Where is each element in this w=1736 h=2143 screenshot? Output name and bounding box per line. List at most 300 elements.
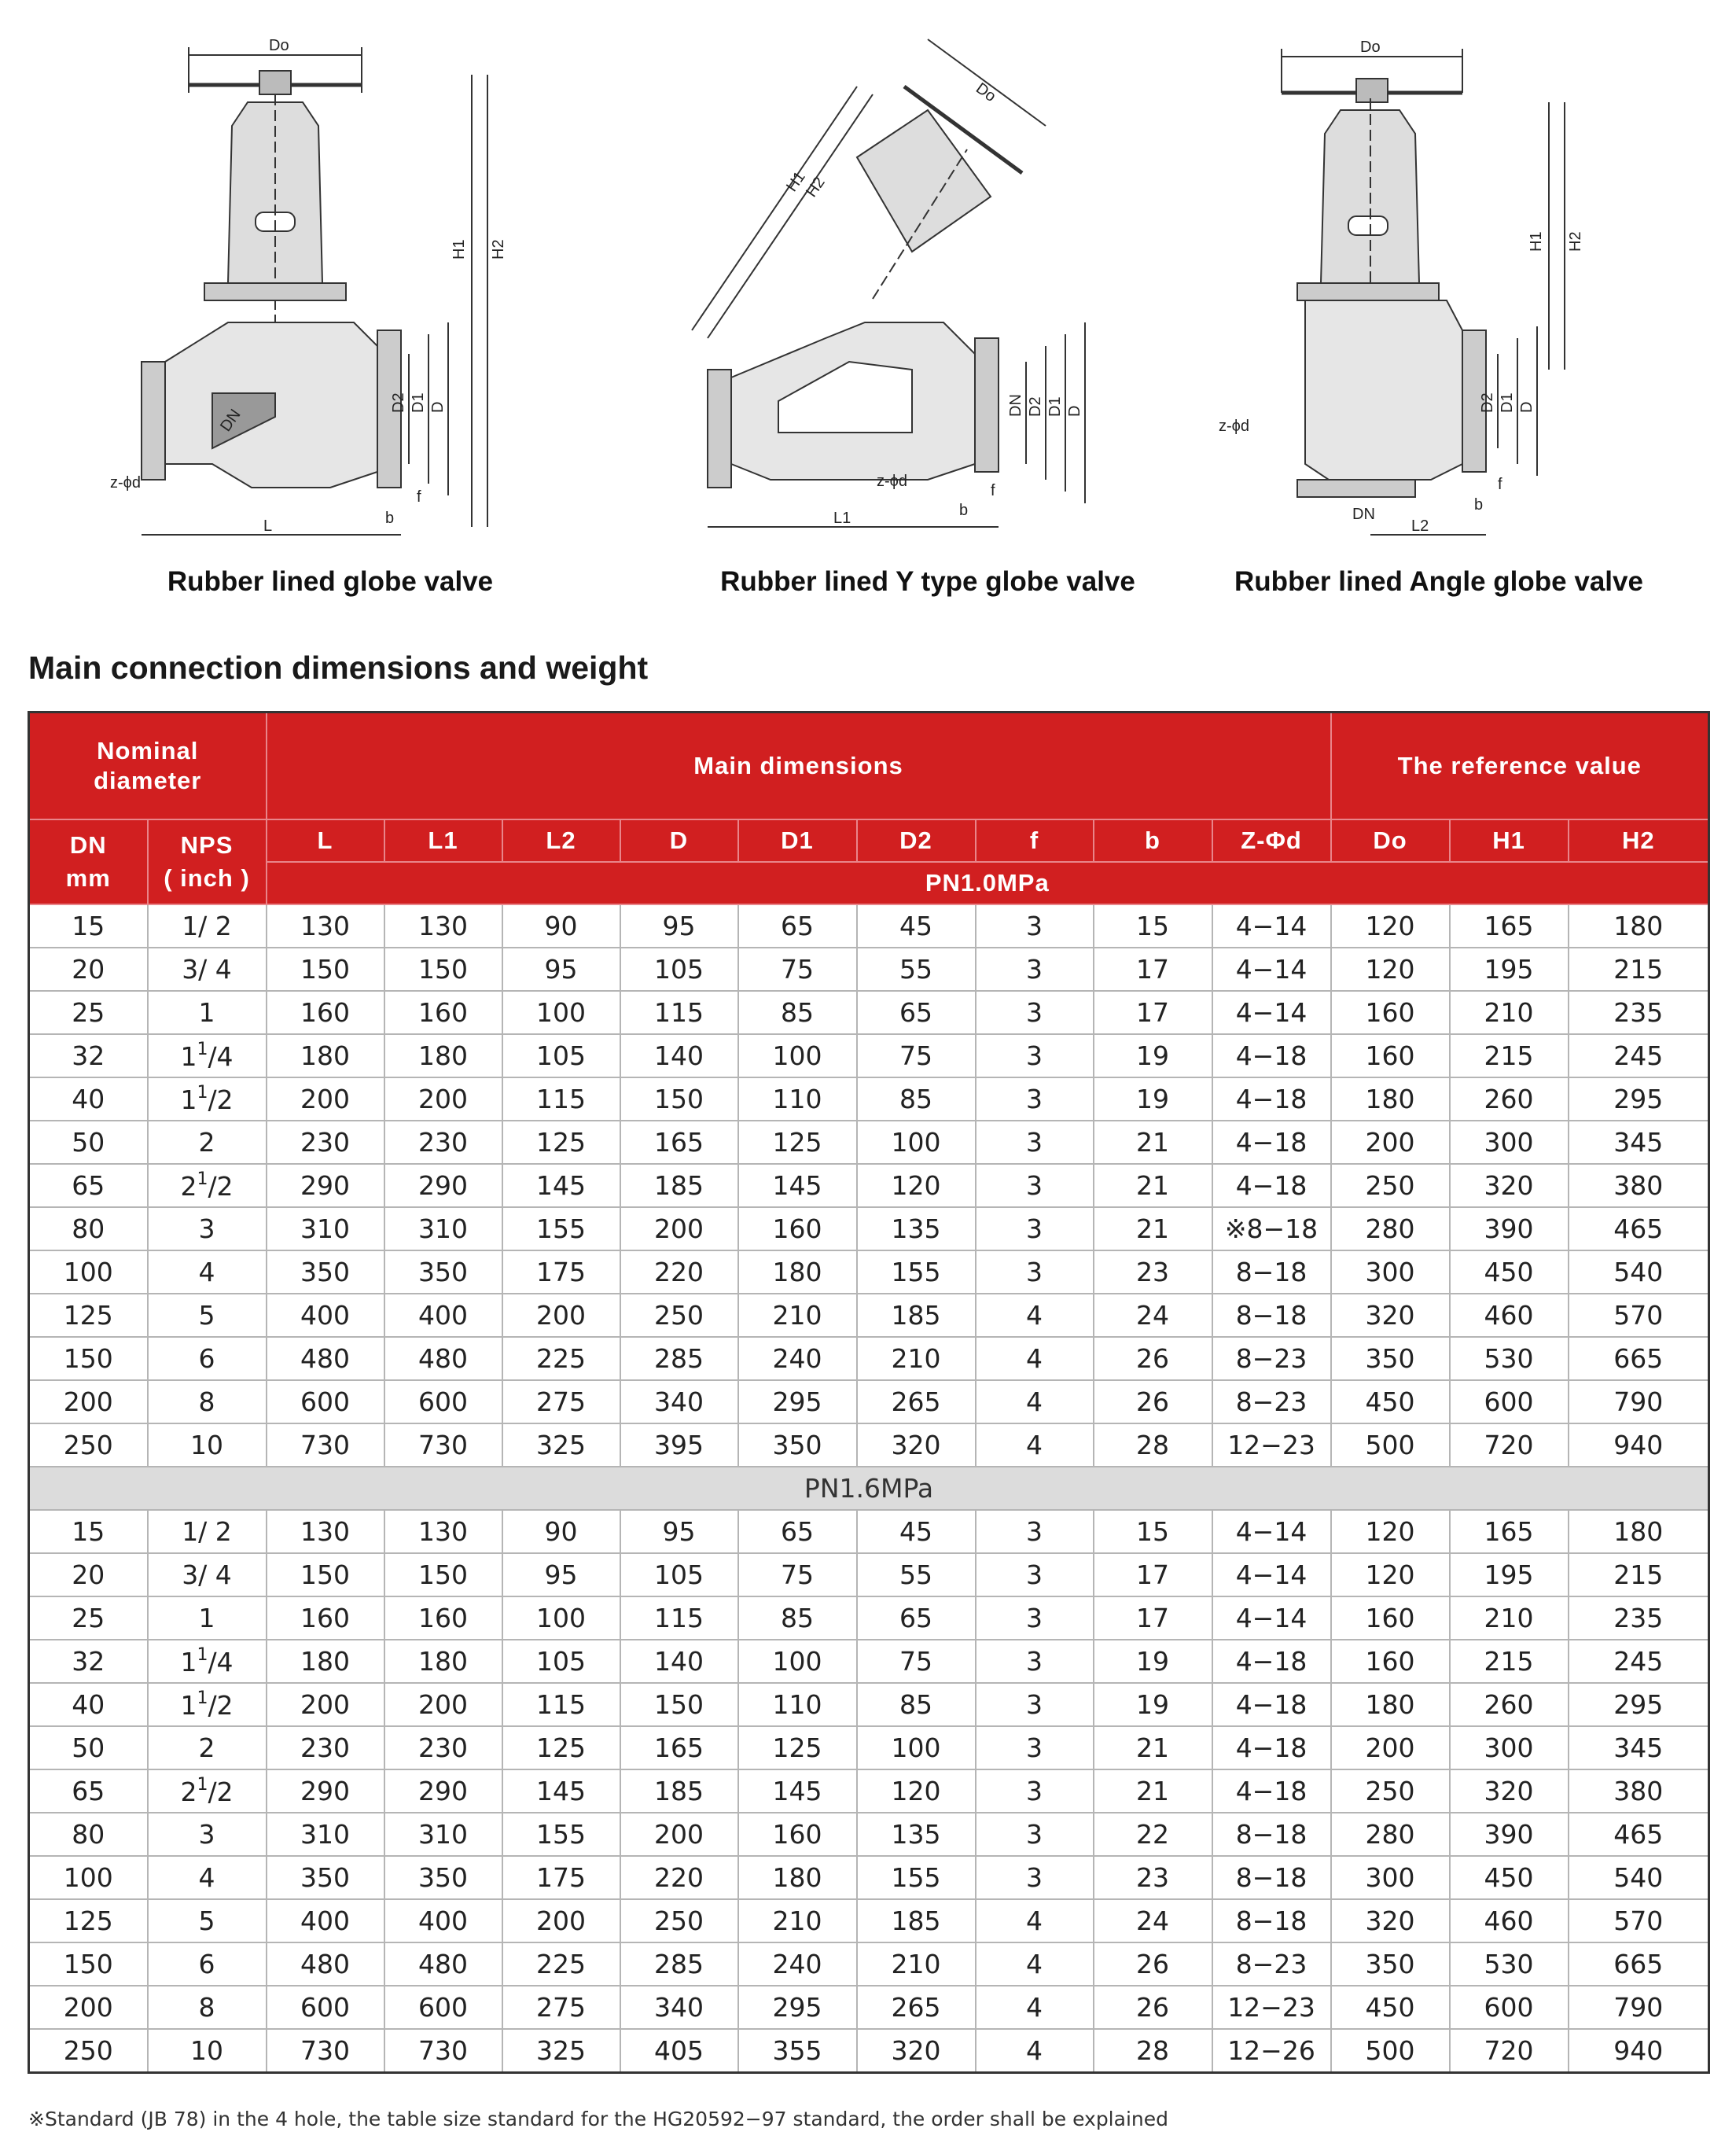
table-cell: 265 — [857, 1986, 976, 2029]
table-cell: 15 — [1094, 1510, 1212, 1553]
table-cell: 24 — [1094, 1899, 1212, 1942]
table-cell: 175 — [502, 1856, 620, 1899]
table-row — [29, 1856, 1709, 1899]
table-cell: 4−18 — [1212, 1726, 1331, 1769]
table-cell: 85 — [857, 1077, 976, 1121]
table-cell: 120 — [857, 1769, 976, 1813]
table-cell: 17 — [1094, 1553, 1212, 1596]
table-cell: 21 — [1094, 1121, 1212, 1164]
d2-label: D2 — [390, 392, 407, 413]
table-cell: 730 — [384, 2029, 502, 2073]
reference-value-header: The reference value — [1331, 712, 1709, 820]
table-cell: 135 — [857, 1207, 976, 1250]
table-cell: 40 — [29, 1077, 148, 1121]
table-cell: 540 — [1569, 1856, 1709, 1899]
table-cell: 280 — [1331, 1813, 1450, 1856]
table-cell: 400 — [267, 1899, 384, 1942]
table-cell: 125 — [29, 1899, 148, 1942]
b-label: b — [959, 502, 969, 519]
table-cell: 160 — [384, 1596, 502, 1640]
b-label: b — [385, 510, 395, 527]
table-cell: 75 — [857, 1034, 976, 1077]
table-cell: 95 — [620, 1510, 738, 1553]
h2-label: H2 — [1567, 231, 1584, 252]
col-d1-header: D1 — [738, 819, 857, 862]
table-cell: 790 — [1569, 1986, 1709, 2029]
table-cell: 50 — [29, 1121, 148, 1164]
table-cell: 225 — [502, 1337, 620, 1380]
col-do-header: Do — [1331, 819, 1450, 862]
table-cell: 665 — [1569, 1337, 1709, 1380]
table-cell: 175 — [502, 1250, 620, 1294]
table-cell: 75 — [738, 1553, 857, 1596]
table-row — [29, 1942, 1709, 1986]
table-cell: 480 — [384, 1942, 502, 1986]
table-cell: 100 — [502, 991, 620, 1034]
table-cell: 180 — [267, 1034, 384, 1077]
table-cell: 350 — [267, 1856, 384, 1899]
length-label: L1 — [833, 510, 851, 527]
table-cell: 4−14 — [1212, 904, 1331, 948]
table-cell: 65 — [29, 1769, 148, 1813]
table-cell: 3 — [976, 1034, 1094, 1077]
table-cell: 100 — [738, 1640, 857, 1683]
table-cell: 290 — [384, 1164, 502, 1207]
table-cell: 115 — [620, 991, 738, 1034]
table-row — [29, 1337, 1709, 1380]
table-cell: 230 — [267, 1726, 384, 1769]
table-cell: 160 — [1331, 991, 1450, 1034]
table-cell: 160 — [267, 1596, 384, 1640]
table-cell: 25 — [29, 1596, 148, 1640]
table-cell: 600 — [1450, 1986, 1569, 2029]
table-cell: 340 — [620, 1986, 738, 2029]
angle-valve-drawing — [1211, 24, 1651, 543]
table-cell: 26 — [1094, 1337, 1212, 1380]
table-cell: 160 — [384, 991, 502, 1034]
table-cell: 145 — [502, 1164, 620, 1207]
table-cell: 120 — [1331, 1510, 1450, 1553]
table-cell: 325 — [502, 2029, 620, 2073]
table-cell: 600 — [267, 1380, 384, 1423]
dimensions-table — [28, 711, 1710, 2074]
table-cell: 4−14 — [1212, 1596, 1331, 1640]
table-cell: 460 — [1450, 1899, 1569, 1942]
table-cell: 240 — [738, 1337, 857, 1380]
table-cell: 200 — [502, 1899, 620, 1942]
table-cell: 3 — [976, 1640, 1094, 1683]
table-cell: 20 — [29, 1553, 148, 1596]
table-cell: 6 — [148, 1337, 267, 1380]
table-cell: 185 — [857, 1294, 976, 1337]
table-cell: 730 — [267, 2029, 384, 2073]
table-cell: 1 — [148, 991, 267, 1034]
table-cell: 185 — [620, 1164, 738, 1207]
table-cell: 230 — [384, 1726, 502, 1769]
table-cell: 26 — [1094, 1380, 1212, 1423]
table-cell: 450 — [1450, 1856, 1569, 1899]
table-cell: 275 — [502, 1986, 620, 2029]
table-cell: 160 — [1331, 1596, 1450, 1640]
table-row — [29, 1034, 1709, 1077]
table-cell: 235 — [1569, 991, 1709, 1034]
globe-valve-caption: Rubber lined globe valve — [167, 566, 494, 597]
table-cell: 3 — [976, 1077, 1094, 1121]
table-cell: 120 — [857, 1164, 976, 1207]
table-cell: 3 — [976, 1553, 1094, 1596]
table-cell: 115 — [502, 1077, 620, 1121]
table-cell: 85 — [738, 991, 857, 1034]
table-cell: 90 — [502, 1510, 620, 1553]
table-cell: 4 — [976, 1294, 1094, 1337]
table-cell: 115 — [620, 1596, 738, 1640]
table-cell: 140 — [620, 1034, 738, 1077]
table-cell: 100 — [857, 1726, 976, 1769]
d1-label: D1 — [1046, 396, 1064, 417]
table-cell: 250 — [29, 1423, 148, 1467]
table-cell: 300 — [1450, 1121, 1569, 1164]
table-cell: $1^1/2$ — [148, 1683, 267, 1726]
table-cell: 55 — [857, 948, 976, 991]
table-cell: 130 — [267, 1510, 384, 1553]
table-cell: 340 — [620, 1380, 738, 1423]
table-cell: 540 — [1569, 1250, 1709, 1294]
table-cell: 395 — [620, 1423, 738, 1467]
main-dimensions-header: Main dimensions — [267, 712, 1331, 820]
table-cell: 790 — [1569, 1380, 1709, 1423]
table-cell: 4−18 — [1212, 1034, 1331, 1077]
col-b-header: b — [1094, 819, 1212, 862]
table-cell: 21 — [1094, 1164, 1212, 1207]
d-label: D — [1518, 401, 1536, 413]
table-cell: 215 — [1569, 1553, 1709, 1596]
table-cell: 130 — [384, 1510, 502, 1553]
d2-label: D2 — [1479, 392, 1496, 413]
table-cell: 180 — [738, 1250, 857, 1294]
table-cell: 290 — [267, 1164, 384, 1207]
table-cell: 105 — [620, 1553, 738, 1596]
f-label: f — [1498, 476, 1502, 493]
table-cell: 150 — [267, 1553, 384, 1596]
table-cell: 295 — [738, 1380, 857, 1423]
table-cell: 200 — [384, 1077, 502, 1121]
table-cell: 105 — [620, 948, 738, 991]
table-cell: 3 — [976, 904, 1094, 948]
table-cell: 8−18 — [1212, 1250, 1331, 1294]
table-cell: 250 — [1331, 1164, 1450, 1207]
table-cell: 4−18 — [1212, 1164, 1331, 1207]
table-cell: 200 — [267, 1683, 384, 1726]
table-row — [29, 1423, 1709, 1467]
col-h2-header: H2 — [1569, 819, 1709, 862]
table-cell: 95 — [502, 948, 620, 991]
table-cell: 940 — [1569, 1423, 1709, 1467]
table-cell: 28 — [1094, 1423, 1212, 1467]
nps-header — [148, 819, 267, 904]
table-row — [29, 1813, 1709, 1856]
table-cell: 21 — [1094, 1207, 1212, 1250]
table-row — [29, 1250, 1709, 1294]
table-cell: 185 — [620, 1769, 738, 1813]
table-cell: 355 — [738, 2029, 857, 2073]
angle-valve-caption: Rubber lined Angle globe valve — [1234, 566, 1643, 597]
table-cell: 5 — [148, 1294, 267, 1337]
table-cell: 4−18 — [1212, 1077, 1331, 1121]
table-cell: 310 — [384, 1207, 502, 1250]
table-cell: 570 — [1569, 1294, 1709, 1337]
table-cell: 195 — [1450, 948, 1569, 991]
table-cell: 155 — [857, 1856, 976, 1899]
col-z-header: Z-Φd — [1212, 819, 1331, 862]
table-cell: 12−26 — [1212, 2029, 1331, 2073]
table-cell: 3 — [976, 1596, 1094, 1640]
table-cell: 4−14 — [1212, 948, 1331, 991]
dn-header — [29, 819, 148, 904]
h1-label: H1 — [1528, 231, 1545, 252]
table-cell: 75 — [857, 1640, 976, 1683]
table-cell: 530 — [1450, 1942, 1569, 1986]
table-cell: 180 — [1331, 1077, 1450, 1121]
table-cell: 8−18 — [1212, 1856, 1331, 1899]
table-cell: $1^1/2$ — [148, 1077, 267, 1121]
table-cell: 150 — [267, 948, 384, 991]
table-cell: 450 — [1331, 1380, 1450, 1423]
pn-section-row — [29, 1467, 1709, 1510]
table-cell: 10 — [148, 2029, 267, 2073]
table-cell: 4−14 — [1212, 991, 1331, 1034]
table-cell: 4−18 — [1212, 1683, 1331, 1726]
table-cell: 24 — [1094, 1294, 1212, 1337]
table-cell: 450 — [1331, 1986, 1450, 2029]
table-cell: 3 — [976, 1121, 1094, 1164]
table-cell: 265 — [857, 1380, 976, 1423]
table-cell: 210 — [738, 1899, 857, 1942]
table-cell: 720 — [1450, 2029, 1569, 2073]
table-cell: 230 — [267, 1121, 384, 1164]
table-cell: 180 — [738, 1856, 857, 1899]
table-row — [29, 904, 1709, 948]
table-cell: 8−23 — [1212, 1380, 1331, 1423]
table-cell: 3 — [976, 991, 1094, 1034]
table-cell: 4 — [976, 1337, 1094, 1380]
table-cell: 210 — [857, 1337, 976, 1380]
table-cell: 65 — [857, 991, 976, 1034]
table-cell: 125 — [502, 1726, 620, 1769]
h2-label: H2 — [490, 239, 507, 260]
table-cell: 8−23 — [1212, 1942, 1331, 1986]
table-cell: 210 — [857, 1942, 976, 1986]
table-cell: 100 — [29, 1250, 148, 1294]
table-cell: 380 — [1569, 1164, 1709, 1207]
table-cell: 215 — [1450, 1640, 1569, 1683]
table-cell: 460 — [1450, 1294, 1569, 1337]
table-cell: 290 — [267, 1769, 384, 1813]
table-cell: 28 — [1094, 2029, 1212, 2073]
table-cell: 3 — [976, 1510, 1094, 1553]
table-cell: 3 — [976, 1250, 1094, 1294]
table-cell: 405 — [620, 2029, 738, 2073]
table-cell: 21 — [1094, 1726, 1212, 1769]
table-cell: 8−23 — [1212, 1337, 1331, 1380]
table-cell: 400 — [384, 1899, 502, 1942]
table-cell: 320 — [1331, 1899, 1450, 1942]
table-cell: 85 — [738, 1596, 857, 1640]
y-type-valve-drawing — [676, 24, 1164, 543]
table-cell: 250 — [620, 1899, 738, 1942]
table-cell: 500 — [1331, 2029, 1450, 2073]
table-cell: 165 — [620, 1726, 738, 1769]
table-cell: 390 — [1450, 1813, 1569, 1856]
table-cell: 32 — [29, 1034, 148, 1077]
table-cell: 65 — [857, 1596, 976, 1640]
table-cell: 95 — [502, 1553, 620, 1596]
zd-label: z-ϕd — [110, 474, 141, 492]
table-cell: 730 — [384, 1423, 502, 1467]
table-cell: 120 — [1331, 1553, 1450, 1596]
table-cell: 400 — [384, 1294, 502, 1337]
table-cell: 235 — [1569, 1596, 1709, 1640]
col-l1-header: L1 — [384, 819, 502, 862]
table-cell: 320 — [857, 2029, 976, 2073]
table-cell: 215 — [1450, 1034, 1569, 1077]
table-cell: 150 — [29, 1942, 148, 1986]
table-cell: 940 — [1569, 2029, 1709, 2073]
length-label: L — [263, 517, 273, 535]
table-cell: 3 — [976, 1769, 1094, 1813]
table-cell: 3/ 4 — [148, 948, 267, 991]
d-label: D — [1066, 405, 1083, 417]
table-cell: 15 — [29, 1510, 148, 1553]
b-label: b — [1474, 496, 1484, 514]
table-cell: 250 — [29, 2029, 148, 2073]
table-row — [29, 1769, 1709, 1813]
d2-label: D2 — [1027, 396, 1044, 417]
table-cell: 720 — [1450, 1423, 1569, 1467]
h1-label: H1 — [451, 239, 468, 260]
table-cell: 220 — [620, 1856, 738, 1899]
table-cell: 350 — [738, 1423, 857, 1467]
table-cell: 165 — [620, 1121, 738, 1164]
table-cell: 22 — [1094, 1813, 1212, 1856]
table-cell: 65 — [738, 1510, 857, 1553]
table-cell: 80 — [29, 1207, 148, 1250]
table-cell: 210 — [1450, 991, 1569, 1034]
table-cell: 450 — [1450, 1250, 1569, 1294]
table-cell: 290 — [384, 1769, 502, 1813]
h1-label: H1 — [783, 168, 809, 195]
table-cell: 730 — [267, 1423, 384, 1467]
table-cell: 600 — [384, 1986, 502, 2029]
d-label: D — [429, 401, 447, 413]
table-cell: 180 — [1569, 1510, 1709, 1553]
f-label: f — [991, 482, 995, 499]
table-cell: 230 — [384, 1121, 502, 1164]
col-d2-header: D2 — [857, 819, 976, 862]
table-cell: 4−18 — [1212, 1769, 1331, 1813]
table-cell: 17 — [1094, 948, 1212, 991]
table-cell: 380 — [1569, 1769, 1709, 1813]
table-row — [29, 1683, 1709, 1726]
table-cell: 325 — [502, 1423, 620, 1467]
table-cell: 4 — [976, 1423, 1094, 1467]
table-cell: 350 — [1331, 1942, 1450, 1986]
table-cell: 3 — [976, 1164, 1094, 1207]
table-cell: 200 — [384, 1683, 502, 1726]
dn-unit: mm — [65, 864, 111, 892]
table-cell: 310 — [384, 1813, 502, 1856]
zd-label: z-ϕd — [877, 473, 907, 490]
table-cell: 3 — [976, 1856, 1094, 1899]
table-cell: 32 — [29, 1640, 148, 1683]
table-cell: 160 — [1331, 1034, 1450, 1077]
table-cell: 65 — [738, 904, 857, 948]
table-cell: 3 — [148, 1207, 267, 1250]
table-cell: 350 — [267, 1250, 384, 1294]
table-cell: 225 — [502, 1942, 620, 1986]
table-row — [29, 1596, 1709, 1640]
table-cell: 17 — [1094, 991, 1212, 1034]
table-cell: 400 — [267, 1294, 384, 1337]
table-row — [29, 1726, 1709, 1769]
table-cell: 600 — [267, 1986, 384, 2029]
table-row — [29, 2029, 1709, 2073]
table-cell: 260 — [1450, 1683, 1569, 1726]
table-cell: 145 — [738, 1164, 857, 1207]
table-cell: 300 — [1450, 1726, 1569, 1769]
table-cell: 4 — [976, 1380, 1094, 1423]
table-cell: 4 — [976, 2029, 1094, 2073]
table-cell: 320 — [1450, 1769, 1569, 1813]
table-cell: 155 — [502, 1207, 620, 1250]
table-cell: 2 — [148, 1726, 267, 1769]
table-cell: 160 — [1331, 1640, 1450, 1683]
col-l-header: L — [267, 819, 384, 862]
table-cell: 3/ 4 — [148, 1553, 267, 1596]
table-cell: 220 — [620, 1250, 738, 1294]
table-cell: 300 — [1331, 1856, 1450, 1899]
table-cell: 1/ 2 — [148, 904, 267, 948]
table-cell: 4−14 — [1212, 1510, 1331, 1553]
table-cell: 465 — [1569, 1813, 1709, 1856]
pn-section-header: PN1.0MPa — [267, 862, 1709, 904]
table-cell: 8 — [148, 1380, 267, 1423]
d1-label: D1 — [1499, 392, 1516, 413]
table-cell: 1/ 2 — [148, 1510, 267, 1553]
table-row — [29, 1510, 1709, 1553]
table-cell: 2 — [148, 1121, 267, 1164]
table-cell: $1^1/4$ — [148, 1034, 267, 1077]
table-cell: 185 — [857, 1899, 976, 1942]
zd-label: z-ϕd — [1219, 418, 1249, 435]
table-cell: 200 — [29, 1380, 148, 1423]
table-cell: 17 — [1094, 1596, 1212, 1640]
dn-label: DN — [217, 406, 245, 435]
table-cell: 115 — [502, 1683, 620, 1726]
table-cell: 285 — [620, 1942, 738, 1986]
table-cell: 85 — [857, 1683, 976, 1726]
table-cell: 140 — [620, 1640, 738, 1683]
table-cell: 210 — [1450, 1596, 1569, 1640]
table-cell: 80 — [29, 1813, 148, 1856]
table-cell: 45 — [857, 1510, 976, 1553]
table-cell: 4 — [976, 1899, 1094, 1942]
table-cell: 15 — [29, 904, 148, 948]
table-cell: 12−23 — [1212, 1423, 1331, 1467]
do-label: Do — [1360, 39, 1381, 56]
table-cell: 600 — [1450, 1380, 1569, 1423]
table-cell: 250 — [1331, 1769, 1450, 1813]
table-cell: 6 — [148, 1942, 267, 1986]
